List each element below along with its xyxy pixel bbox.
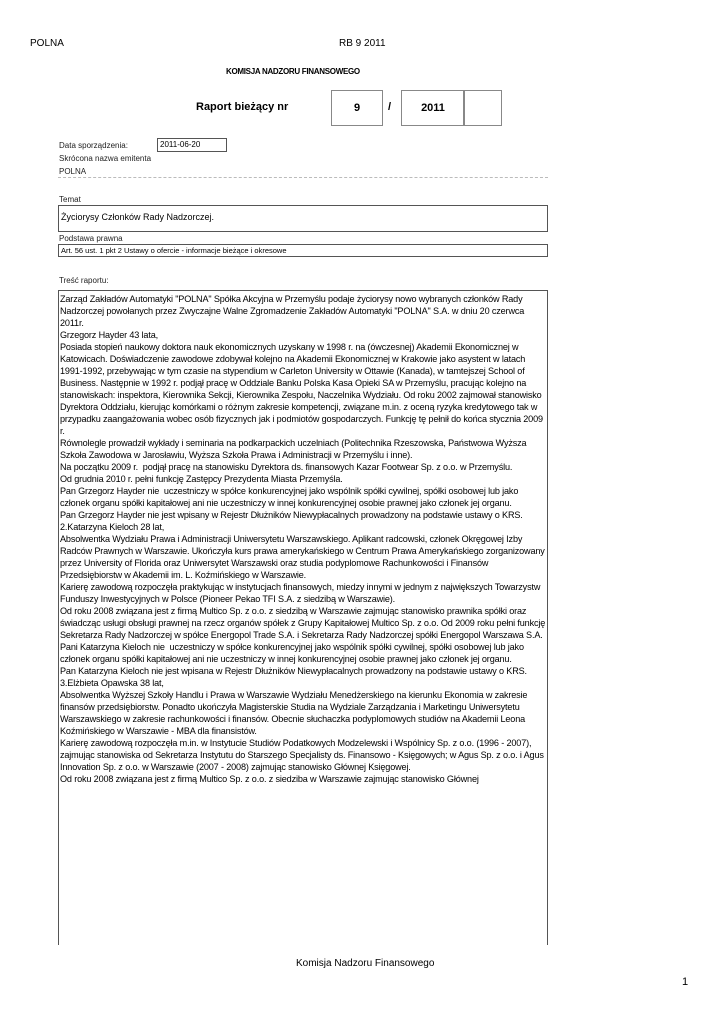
date-label: Data sporządzenia: <box>59 141 128 150</box>
report-year: 2011 <box>421 102 445 114</box>
footer-title: Komisja Nadzoru Finansowego <box>296 958 435 969</box>
header-report-code: RB 9 2011 <box>339 38 386 49</box>
content-label: Treść raportu: <box>59 276 109 285</box>
report-content <box>58 290 548 945</box>
page-number: 1 <box>682 976 689 988</box>
content-paragraph: 3.Elżbieta Opawska 38 lat, Absolwentka Wyższej Szkoły Handlu i Prawa w Warszawie Wydziału Menedżerskiego na kierunku Ekonomia w zakresie finansów przedsiębiorstw. Ponadto ukończyła Magisterskie Studia na Wydziale Zarządzania i Marketingu Uniwersytetu Warszawskiego w zakresie rachunkowości i finansów. Obecnie słuchaczka podyplomowych studiów na Akademii Leona Koźmińskiego w Warszawie - MBA dla finansistów. Karierę zawodową rozpoczęła m.in. w Instytucie Studiów Podatkowych Modzelewski i Wspólnicy Sp. z o.o. (1996 - 2007), zajmując stanowiska od Sekretarza Instytutu do Starszego Specjalisty ds. Finansowo - Księgowych; w Agus Sp. z o.o. i Agus Innovation Sp. z o.o. w Warszawie (2007 - 2008) zajmując stanowisko Głównej Księgowej. Od roku 2008 związana jest z firmą Multico Sp. z o.o. z siedziba w Warszawie zajmując stanowisko Głównej <box>60 678 544 784</box>
content-paragraph: Zarząd Zakładów Automatyki "POLNA" Spółka Akcyjna w Przemyślu podaje życiorysy nowo wybranych członków Rady Nadzorczej powołanych przez Zwyczajne Walne Zgromadzenie Zakładów Automatyki "POLNA" S.A. w dniu 20 czerwca 2011r. <box>60 294 527 328</box>
report-slash: / <box>388 101 392 113</box>
content-paragraph: Pan Grzegorz Hayder nie uczestniczy w spółce konkurencyjnej jako wspólnik spółki cywilnej, spółki osobowej lub jako członek organu spółki kapitałowej ani nie uczestniczy w innej konkurencyjnej osobie prawnej jako członek jej organu. Pan Grzegorz Hayder nie jest wpisany w Rejestr Dłużników Niewypłacalnych prowadzony na podstawie ustawy o KRS. <box>60 486 523 520</box>
content-paragraph: 2.Katarzyna Kieloch 28 lat, Absolwentka Wydziału Prawa i Administracji Uniwersytetu Warszawskiego. Aplikant radcowski, członek Okręgowej Izby Radców Prawnych w Warszawie. Ukończyła kurs prawa amerykańskiego w Centrum Prawa Amerykańskiego zorganizowany przez University of Florida oraz Uniwersytet Warszawski oraz studia podyplomowe Rachunkowości i Finansów Przedsiębiorstw w Akademii im. L. Koźmińskiego w Warszawie. Karierę zawodową rozpoczęła praktykując w instytucjach finansowych, miedzy innymi w jednym z największych Towarzystw Funduszy Inwestycyjnych w Polsce (Pioneer Pekao TFI S.A. z siedzibą w Warszawie). Od roku 2008 związana jest z firmą Multico Sp. z o.o. z siedzibą w Warszawie zajmując stanowisko prawnika spółki oraz świadcząc usługi obsługi prawnej na rzecz organów spółek z Grupy Kapitałowej Multico Sp. z o.o. Od 2009 roku pełni funkcję Sekretarza Rady Nadzorczej w spółce Energopol Trade S.A. i Sekretarza Rady Nadzorczej spółki Energopol Warszawa S.A. <box>60 522 546 640</box>
subject-value: Życiorysy Członków Rady Nadzorczej. <box>58 205 548 232</box>
report-extra-box <box>463 90 502 126</box>
date-value: 2011-06-20 <box>157 138 227 152</box>
short-name-value: POLNA <box>59 167 87 176</box>
subject-label: Temat <box>59 195 81 204</box>
content-paragraph: Grzegorz Hayder 43 lata, Posiada stopień naukowy doktora nauk ekonomicznych uzyskany w 1998 r. na (ówczesnej) Akademii Ekonomicznej w Katowicach. Doświadczenie zawodowe zdobywał kolejno na Akademii Ekonomicznej w Krakowie jako asystent w latach 1991-1992, przebywając w tym czasie na stypendium w Carleton University w Ottawie (Kanada), w tamtejszej School of Business. Następnie w 1992 r. podjął pracę w Oddziale Banku Polska Kasa Opieki SA w Przemyślu, pracując kolejno na stanowiskach: inspektora, Kierownika Sekcji, Kierownika Zespołu, Naczelnika Wydziału. Od roku 2002 zajmował stanowisko Dyrektora Oddziału, kierując komórkami o różnym zakresie kompetencji, związane m.in. z oceną ryzyka kredytowego tak w przypadku zaangażowania wobec osób fizycznych jak i podmiotów gospodarczych. Funkcję tę pełnił do końca stycznia 2009 r. Równolegle prowadził wykłady i seminaria na podkarpackich uczelniach (Politechnika Rzeszowska, Państwowa Wyższa Szkoła Zawodowa w Jarosławiu, Wyższa Szkoła Prawa i Administracji w Przemyślu i inne). Na początku 2009 r. podjął pracę na stanowisku Dyrektora ds. finansowych Kazar Footwear Sp. z o.o. w Przemyślu. Od grudnia 2010 r. pełni funkcję Zastępcy Prezydenta Miasta Przemyśla. <box>60 330 543 484</box>
commission-title: KOMISJA NADZORU FINANSOWEGO <box>226 67 360 76</box>
divider <box>58 177 548 178</box>
legal-basis-value: Art. 56 ust. 1 pkt 2 Ustawy o ofercie - informacje bieżące i okresowe <box>58 244 548 257</box>
report-label: Raport bieżący nr <box>196 101 289 113</box>
header-issuer: POLNA <box>30 38 64 49</box>
report-number: 9 <box>353 102 361 114</box>
report-number-box <box>331 90 383 126</box>
report-year-box <box>401 90 465 126</box>
legal-basis-label: Podstawa prawna <box>59 234 123 243</box>
short-name-label: Skrócona nazwa emitenta <box>59 154 152 163</box>
content-paragraph: Pani Katarzyna Kieloch nie uczestniczy w spółce konkurencyjnej jako wspólnik spółki cywilnej, spółki osobowej lub jako członek organu spółki kapitałowej ani nie uczestniczy w innej konkurencyjnej osobie prawnej jako członek jej organu. Pan Katarzyna Kieloch nie jest wpisana w Rejestr Dłużników Niewypłacalnych prowadzony na podstawie ustawy o KRS. <box>60 642 527 676</box>
